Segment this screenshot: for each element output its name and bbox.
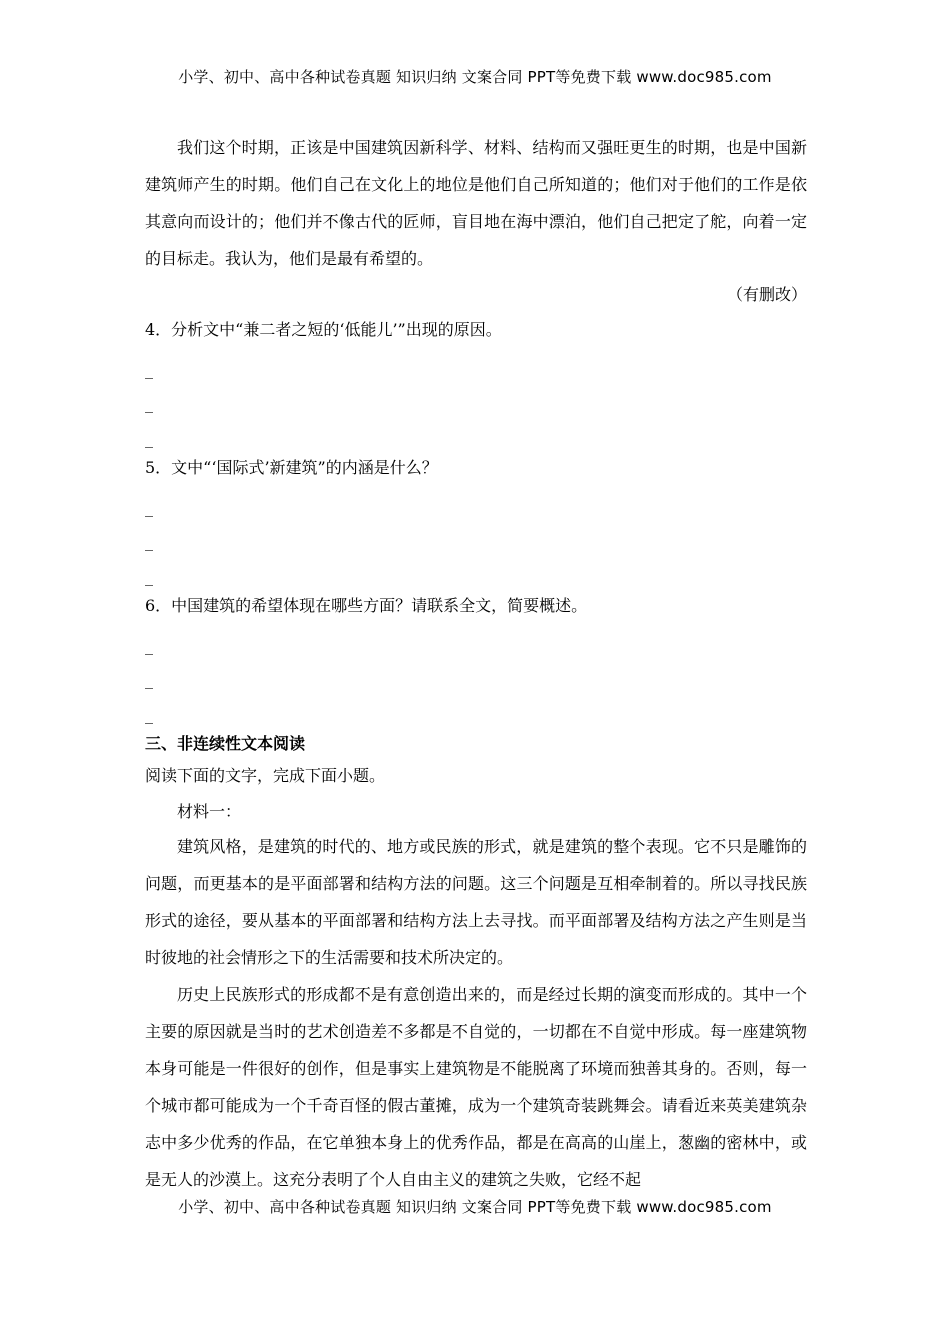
answer-blank: _ (145, 360, 153, 379)
page-header: 小学、初中、高中各种试卷真题 知识归纳 文案合同 PPT等免费下载 www.doc985.com (178, 68, 772, 86)
answer-blank: _ (145, 532, 153, 551)
answer-blank: _ (145, 636, 153, 655)
page-footer: 小学、初中、高中各种试卷真题 知识归纳 文案合同 PPT等免费下载 www.doc985.com (178, 1198, 772, 1216)
source-note: （有删改） (726, 285, 807, 304)
question-5: 5．文中“‘国际式’新建筑”的内涵是什么？ (145, 458, 438, 477)
answer-blank: _ (145, 705, 153, 724)
material-paragraph: 建筑风格，是建筑的时代的、地方或民族的形式，就是建筑的整个表现。它不只是雕饰的问题，而更基本的是平面部署和结构方法的问题。这三个问题是互相牵制着的。所以寻找民族形式的途径，要从基本的平面部署和结构方法上去寻找。而平面部署及结构方法之产生则是当时彼地的社会情形之下的生活需要和技术所决定的。 (145, 837, 807, 967)
passage-paragraph: 我们这个时期，正该是中国建筑因新科学、材料、结构而又强旺更生的时期，也是中国新建筑师产生的时期。他们自己在文化上的地位是他们自己所知道的；他们对于他们的工作是依其意向而设计的；他们并不像古代的匠师，盲目地在海中漂泊，他们自己把定了舵，向着一定的目标走。我认为，他们是最有希望的。 (145, 138, 807, 268)
answer-blank: _ (145, 498, 153, 517)
answer-blank: _ (145, 567, 153, 586)
question-4: 4．分析文中“兼二者之短的‘低能儿’”出现的原因。 (145, 320, 502, 339)
answer-blank: _ (145, 394, 153, 413)
material-label: 材料一： (177, 802, 242, 821)
answer-blank: _ (145, 429, 153, 448)
section-title: 三、非连续性文本阅读 (145, 734, 306, 753)
instruction: 阅读下面的文字，完成下面小题。 (145, 766, 386, 785)
question-6: 6．中国建筑的希望体现在哪些方面？请联系全文，简要概述。 (145, 596, 588, 615)
material-paragraph: 历史上民族形式的形成都不是有意创造出来的，而是经过长期的演变而形成的。其中一个主要的原因就是当时的艺术创造差不多都是不自觉的，一切都在不自觉中形成。每一座建筑物本身可能是一件很好的创作，但是事实上建筑物是不能脱离了环境而独善其身的。否则，每一个城市都可能成为一个千奇百怪的假古董摊，成为一个建筑奇装跳舞会。请看近来英美建筑杂志中多少优秀的作品，在它单独本身上的优秀作品，都是在高高的山崖上，葱幽的密林中，或是无人的沙漠上。这充分表明了个人自由主义的建筑之失败，它经不起 (145, 985, 807, 1189)
answer-blank: _ (145, 670, 153, 689)
